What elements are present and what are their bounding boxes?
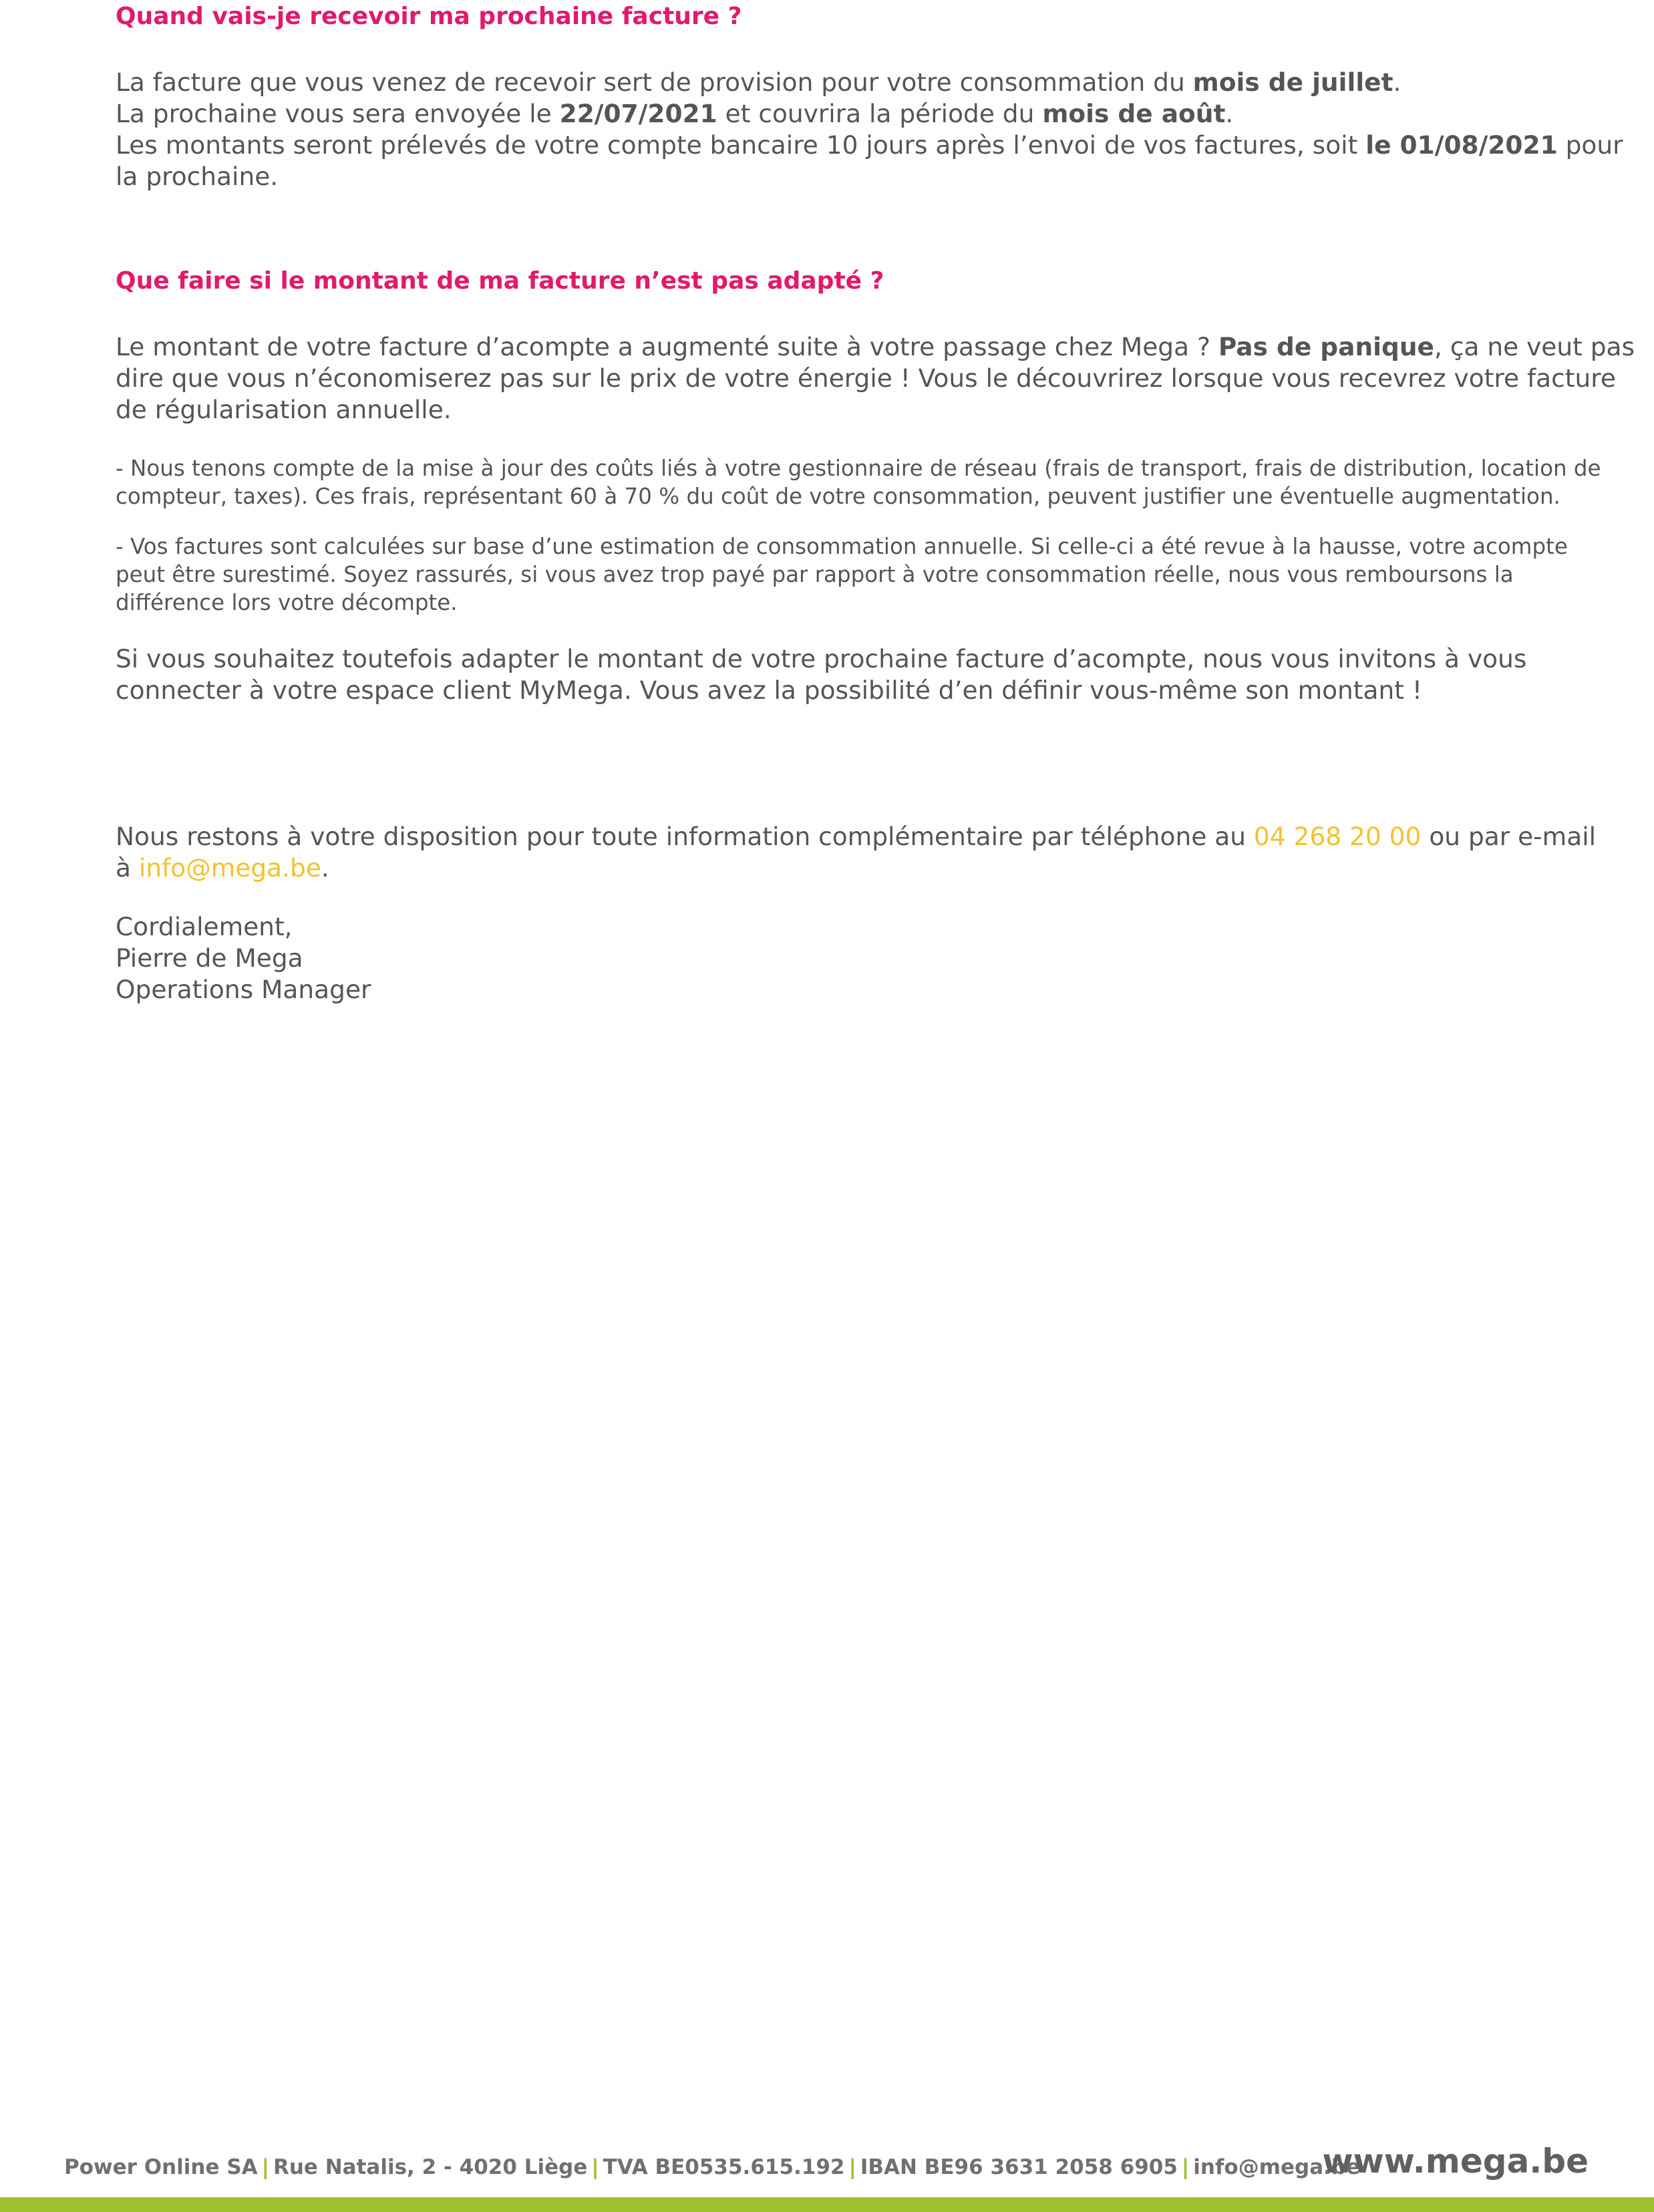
text-fragment: , ça ne veut pas — [1434, 332, 1635, 361]
footer-separator: | — [591, 2155, 599, 2179]
signature-name: Pierre de Mega — [116, 943, 303, 973]
estimation-line-1: - Vos factures sont calculées sur base d’une estimation de consommation annuelle. Si celle-ci a été revue à la hausse, votre acompte — [116, 534, 1568, 559]
contact-paragraph — [116, 821, 1597, 884]
next-invoice-line-3 — [116, 130, 1623, 161]
mymega-paragraph — [116, 643, 1572, 706]
estimation-line-3: différence lors votre décompte. — [116, 590, 458, 615]
amount-increase-paragraph — [116, 331, 1635, 426]
next-invoice-line-4: la prochaine. — [116, 162, 279, 191]
section-heading-next-invoice: Quand vais-je recevoir ma prochaine facture ? — [116, 3, 742, 30]
footer-email-link[interactable]: info@mega.be — [1193, 2155, 1361, 2179]
text-fragment: . — [1225, 99, 1234, 128]
signature-role: Operations Manager — [116, 975, 371, 1004]
next-invoice-line-2 — [116, 98, 1572, 130]
amount-increase-line-1 — [116, 331, 1635, 363]
signature-closing: Cordialement, — [116, 912, 293, 941]
footer-address: Rue Natalis, 2 - 4020 Liège — [273, 2155, 588, 2179]
estimation-paragraph — [116, 532, 1572, 617]
bold-debit-date: le 01/08/2021 — [1365, 130, 1558, 160]
text-fragment: . — [1393, 67, 1401, 97]
estimation-line-2: peut être surestimé. Soyez rassurés, si vous avez trop payé par rapport à votre consommation réelle, nous vous remboursons la — [116, 562, 1514, 587]
network-costs-line-1: - Nous tenons compte de la mise à jour des coûts liés à votre gestionnaire de réseau (frais de transport, frais de distribution, location de — [116, 456, 1601, 481]
section-heading-amount-not-adapted: Que faire si le montant de ma facture n’est pas adapté ? — [116, 267, 884, 295]
footer-company-info — [64, 2154, 1360, 2181]
next-invoice-line-1 — [116, 67, 1572, 98]
amount-increase-line-2: dire que vous n’économiserez pas sur le prix de votre énergie ! Vous le découvrirez lorsque vous recevrez votre facture — [116, 363, 1616, 393]
bold-period-next: mois de août — [1042, 99, 1226, 128]
bold-next-invoice-date: 22/07/2021 — [559, 99, 717, 128]
network-costs-line-2: compteur, taxes). Ces frais, représentant 60 à 70 % du coût de votre consommation, peuvent justifier une éventuelle augmentation. — [116, 484, 1560, 509]
footer-separator: | — [1181, 2155, 1190, 2179]
footer-company: Power Online SA — [64, 2155, 258, 2179]
text-fragment: à — [116, 853, 139, 883]
footer-iban: IBAN BE96 3631 2058 6905 — [860, 2155, 1178, 2179]
mymega-line-2: connecter à votre espace client MyMega. Vous avez la possibilité d’en définir vous-même son montant ! — [116, 675, 1422, 705]
text-fragment: ou par e-mail — [1421, 822, 1597, 851]
phone-link[interactable]: 04 268 20 00 — [1253, 822, 1422, 851]
text-fragment: Le montant de votre facture d’acompte a augmenté suite à votre passage chez Mega ? — [116, 332, 1218, 361]
email-link[interactable]: info@mega.be — [138, 853, 321, 883]
contact-line-1 — [116, 821, 1597, 852]
footer-separator: | — [848, 2155, 856, 2179]
amount-increase-line-3: de régularisation annuelle. — [116, 395, 452, 424]
bold-no-panic: Pas de panique — [1218, 332, 1434, 361]
text-fragment: La prochaine vous sera envoyée le — [116, 99, 560, 128]
contact-line-2 — [116, 852, 1572, 884]
footer-brand-bar — [0, 2197, 1654, 2212]
text-fragment: Nous restons à votre disposition pour toute information complémentaire par téléphone au — [116, 822, 1254, 851]
text-fragment: pour — [1557, 130, 1623, 160]
text-fragment: et couvrira la période du — [717, 99, 1043, 128]
footer-website-link[interactable]: www.mega.be — [1322, 2142, 1589, 2181]
mymega-line-1: Si vous souhaitez toutefois adapter le montant de votre prochaine facture d’acompte, nous vous invitons à vous — [116, 644, 1527, 673]
footer-vat: TVA BE0535.615.192 — [603, 2155, 845, 2179]
footer-separator: | — [261, 2155, 269, 2179]
bold-period-current: mois de juillet — [1192, 67, 1393, 97]
network-costs-paragraph — [116, 454, 1601, 510]
text-fragment: . — [321, 853, 329, 883]
text-fragment: La facture que vous venez de recevoir sert de provision pour votre consommation du — [116, 67, 1193, 97]
signature-block — [116, 911, 1572, 1005]
next-invoice-paragraph — [116, 67, 1623, 192]
text-fragment: Les montants seront prélevés de votre compte bancaire 10 jours après l’envoi de vos factures, soit — [116, 130, 1366, 160]
